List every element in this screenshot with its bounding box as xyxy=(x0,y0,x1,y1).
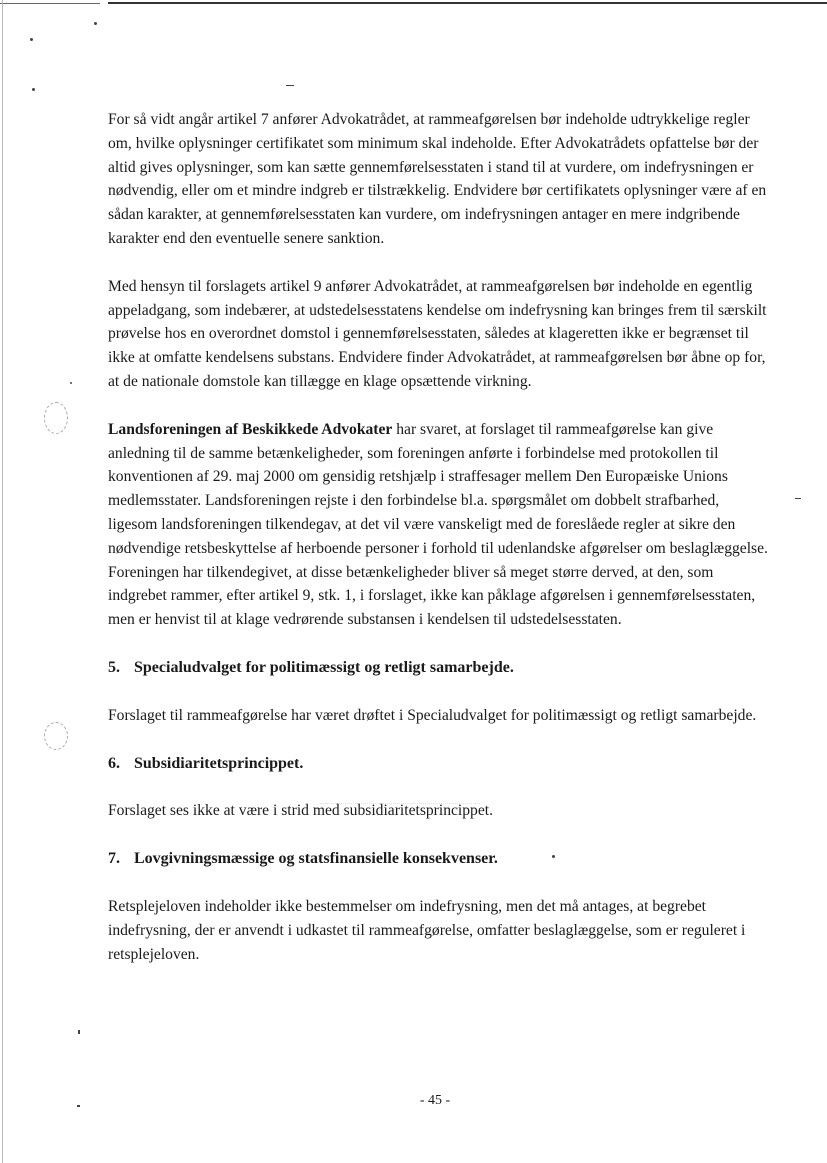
scan-speck xyxy=(32,88,35,91)
page-number: - 45 - xyxy=(419,1093,451,1108)
section-title: Specialudvalget for politimæssigt og retligt samarbejde. xyxy=(134,658,514,676)
section-heading-5 xyxy=(108,656,768,680)
top-border-left xyxy=(0,3,100,4)
landsforeningen-text: har svaret, at forslaget til rammeafgørelse kan give anledning til de samme betænkeligheder, som foreningen anførte i forbindelse med protokollen til konventionen af 29. maj 2000 om gensidig retshjælp i straffesager mellem Den Europæiske Unions medlemsstater. Landsforeningen rejste i den forbindelse bl.a. spørgsmålet om dobbelt strafbarhed, ligesom landsforeningen tilkendegav, at det vil være vanskeligt med de foreslåede regler at sikre den nødvendige retsbeskyttelse af herboende personer i forhold til udenlandske afgørelser om beslaglæggelse. Foreningen har tilkendegivet, at disse betænkeligheder bliver så meget større derved, at den, som indgrebet rammer, efter artikel 9, stk. 1, i forslaget, ikke kan påklage afgørelsen i gennemførelsesstaten, men er henvist til at klage vedrørende substansen i kendelsen til udstedelsesstaten. xyxy=(108,420,768,629)
section-number: 5. xyxy=(108,658,120,676)
scan-speck xyxy=(78,1030,80,1034)
section-heading-6 xyxy=(108,752,768,776)
top-border xyxy=(108,2,827,4)
scan-speck xyxy=(30,38,33,41)
scan-speck xyxy=(795,498,801,499)
section-title: Subsidiaritetsprincippet. xyxy=(134,754,304,772)
document-body xyxy=(108,108,768,990)
section-heading-7 xyxy=(108,847,768,871)
paragraph-section-6: Forslaget ses ikke at være i strid med subsidiaritetsprincippet. xyxy=(108,802,494,820)
section-number: 6. xyxy=(108,754,120,772)
punch-hole-mark xyxy=(44,722,68,750)
landsforeningen-name: Landsforeningen af Beskikkede Advokater xyxy=(108,420,393,438)
paragraph-section-5: Forslaget til rammeafgørelse har været drøftet i Specialudvalget for politimæssigt og retligt samarbejde. xyxy=(108,706,757,724)
section-number: 7. xyxy=(108,850,120,868)
scan-speck xyxy=(94,22,97,25)
left-page-edge xyxy=(2,0,3,1163)
scan-speck xyxy=(286,85,294,86)
paragraph-advokatraadet-artikel-7: For så vidt angår artikel 7 anfører Advokatrådet, at rammeafgørelsen bør indeholde udtrykkelige regler om, hvilke oplysninger certifikatet som minimum skal indeholde. Efter Advokatrådets opfattelse bør der altid gives oplysninger, som kan sætte gennemførelsesstaten i stand til at vurdere, om indefrysningen er nødvendig, eller om et mindre indgreb er tilstrækkelig. Endvidere bør certifikatets oplysninger være af en sådan karakter, at gennemførelsesstaten kan vurdere, om indefrysningen antager en mere indgribende karakter end den eventuelle senere sanktion. xyxy=(108,111,767,247)
paragraph-landsforeningen xyxy=(108,418,768,632)
section-title: Lovgivningsmæssige og statsfinansielle konsekvenser. xyxy=(134,850,498,868)
paragraph-advokatraadet-artikel-9: Med hensyn til forslagets artikel 9 anfører Advokatrådet, at rammeafgørelsen bør indeholde en egentlig appeladgang, som indebærer, at udstedelsesstatens kendelse om indefrysning kan bringes frem til særskilt prøvelse hos en overordnet domstol i gennemførelsesstaten, således at klageretten ikke er begrænset til ikke at omfatte kendelsens substans. Endvidere finder Advokatrådet, at rammeafgørelsen bør åbne op for, at de nationale domstole kan tillægge en klage opsættende virkning. xyxy=(108,277,767,390)
punch-hole-mark xyxy=(44,402,68,434)
scan-speck xyxy=(70,382,72,384)
paragraph-section-7: Retsplejeloven indeholder ikke bestemmelser om indefrysning, men det må antages, at begrebet indefrysning, der er anvendt i udkastet til rammeafgørelse, omfatter beslaglæggelse, som er reguleret i retsplejeloven. xyxy=(108,897,746,963)
